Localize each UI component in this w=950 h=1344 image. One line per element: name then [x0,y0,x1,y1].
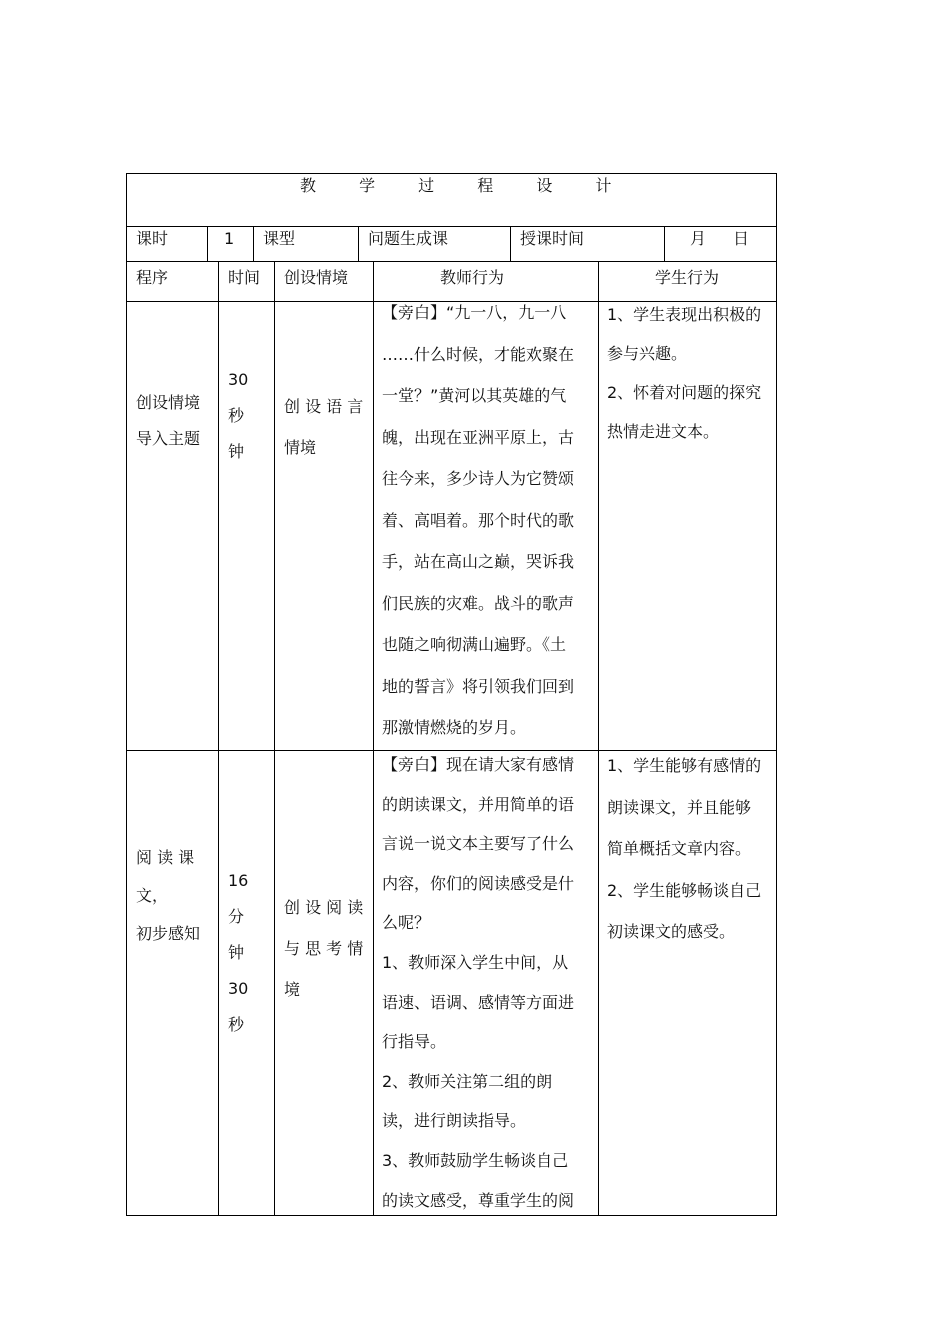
column-divider [598,261,599,1216]
teacher-line: 行指导。 [382,1032,447,1052]
time-line: 秒 [228,1015,245,1034]
student-line: 1、学生能够有感情的 [607,756,762,775]
column-divider [373,261,374,1216]
teacher-line: 往今来，多少诗人为它赞颂 [382,469,575,488]
student-line: 2、怀着对问题的探究 [607,383,762,402]
table-border-info-top [126,226,777,227]
situation-line: 情境 [284,438,317,457]
teacher-line: 地的誓言》将引领我们回到 [382,676,575,696]
header-time: 时间 [228,268,261,287]
teacher-line: 1、教师深入学生中间，从 [382,952,569,972]
teacher-line: 手，站在高山之巅，哭诉我 [382,552,575,571]
row1-student [607,295,761,451]
teacher-line: 的读文感受，尊重学生的阅 [382,1190,575,1210]
student-line: 朗读课文，并且能够 [607,797,752,817]
header-situation: 创设情境 [284,268,349,287]
teacher-line: 魄，出现在亚洲平原上，古 [382,427,575,447]
teacher-line: 语速、语调、感情等方面进 [382,992,575,1012]
info-divider [207,226,208,262]
row2-teacher [382,745,574,1220]
teacher-line: 们民族的灾难。战斗的歌声 [382,593,575,613]
teacher-line: 的朗读课文，并用简单的语 [382,794,575,814]
header-teacher: 教师行为 [440,268,505,287]
info-divider [253,226,254,262]
time-line: 30 [228,979,249,998]
time-line: 钟 [228,442,245,461]
header-student: 学生行为 [655,268,720,287]
procedure-line: 创设情境 [136,393,201,412]
situation-line: 创 设 语 言 [284,397,364,416]
row2-procedure [136,839,200,953]
day-label: 日 [733,229,750,248]
teacher-line: 一堂？”黄河以其英雄的气 [382,386,567,405]
time-line: 30 [228,370,249,389]
row2-time [228,863,248,1043]
teacher-line: 言说一说文本主要写了什么 [382,834,575,854]
header-procedure: 程序 [136,268,169,287]
column-divider [218,261,219,1216]
teacher-line: 着、高唱着。那个时代的歌 [382,510,575,530]
time-line: 钟 [228,943,245,962]
situation-line: 创 设 阅 读 [284,898,364,917]
type-label: 课型 [263,229,296,248]
teacher-line: 也随之响彻满山遍野。《土 [382,635,567,654]
time-line: 秒 [228,406,245,425]
teacher-line: 那激情燃烧的岁月。 [382,718,527,737]
row1-situation [284,386,363,468]
situation-line: 境 [284,980,301,999]
column-divider [274,261,275,1216]
student-line: 参与兴趣。 [607,344,688,363]
student-line: 简单概括文章内容。 [607,839,752,858]
time-line: 分 [228,907,245,926]
table-border-right [776,173,777,1216]
row2-situation [284,887,363,1010]
table-border-left [126,173,127,1216]
row1-procedure [136,385,200,457]
procedure-line: 导入主题 [136,429,201,448]
table-title: 教 学 过 程 设 计 [300,176,631,195]
info-divider [664,226,665,262]
student-line: 1、学生表现出积极的 [607,305,762,324]
lesson-value: 1 [224,229,235,248]
procedure-line: 阅 读 课 [136,848,195,867]
row1-time [228,362,248,470]
info-divider [358,226,359,262]
class-time-label: 授课时间 [520,229,585,248]
student-line: 初读课文的感受。 [607,922,736,941]
teacher-line: ……什么时候，才能欢聚在 [382,344,575,364]
teacher-line: 3、教师鼓励学生畅谈自己 [382,1150,569,1170]
teacher-line: 【旁白】现在请大家有感情 [382,755,575,774]
row1-teacher [382,292,574,749]
procedure-line: 初步感知 [136,924,201,943]
row2-student [607,745,761,953]
procedure-line: 文， [136,886,169,905]
month-label: 月 [690,229,707,248]
student-line: 2、学生能够畅谈自己 [607,880,762,900]
teacher-line: 内容，你们的阅读感受是什 [382,873,575,893]
teacher-line: 【旁白】“九一八，九一八 [382,303,567,322]
teacher-line: 么呢？ [382,913,431,933]
lesson-label: 课时 [136,229,169,248]
situation-line: 与 思 考 情 [284,939,364,958]
table-border-header-top [126,261,777,262]
teacher-line: 2、教师关注第二组的朗 [382,1071,553,1091]
teacher-line: 读，进行朗读指导。 [382,1111,527,1131]
info-divider [510,226,511,262]
time-line: 16 [228,871,249,890]
type-value: 问题生成课 [368,229,449,248]
student-line: 热情走进文本。 [607,422,720,441]
